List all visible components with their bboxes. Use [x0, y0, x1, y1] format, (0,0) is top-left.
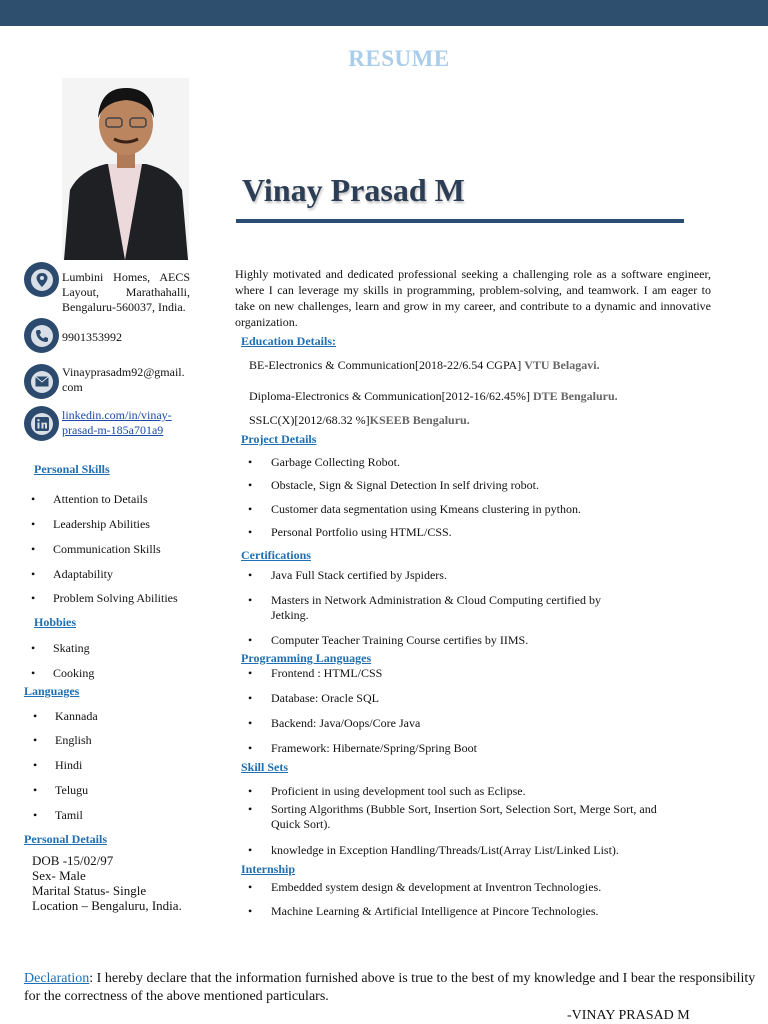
resume-title: RESUME — [348, 46, 450, 71]
internship-heading: Internship — [241, 862, 296, 876]
address-line: Layout, Marathahalli, — [62, 285, 190, 299]
projects-heading: Project Details — [241, 432, 317, 446]
declaration-label: Declaration — [24, 971, 90, 986]
personal-skill-item: • Attention to Details — [53, 492, 148, 507]
hobby-item: • Cooking — [53, 666, 94, 681]
email-icon — [24, 364, 59, 399]
email[interactable] — [62, 365, 185, 395]
languages-heading: Languages — [24, 684, 80, 698]
programming-item: • Database: Oracle SQL — [271, 691, 379, 706]
education-institution: VTU Belagavi. — [524, 358, 600, 372]
phone-number[interactable]: 9901353992 — [62, 330, 122, 344]
certification-item: • Computer Teacher Training Course certifies by IIMS. — [271, 633, 528, 648]
education-item — [249, 389, 618, 404]
hobby-item: • Skating — [53, 641, 90, 656]
education-institution: KSEEB Bengaluru. — [369, 413, 470, 427]
education-heading: Education Details: — [241, 334, 337, 348]
email-line: com — [62, 380, 83, 394]
language-item: • English — [55, 733, 92, 748]
education-degree: Diploma-Electronics & Communication[2012-16/62.45%] — [249, 389, 533, 403]
declaration — [24, 970, 762, 1006]
project-item: • Customer data segmentation using Kmeans clustering in python. — [271, 502, 581, 517]
linkedin-icon — [24, 406, 59, 441]
personal-skill-item: • Leadership Abilities — [53, 517, 150, 532]
project-item: • Garbage Collecting Robot. — [271, 455, 400, 470]
education-degree: SSLC(X)[2012/68.32 %] — [249, 413, 370, 427]
personal-skills-heading: Personal Skills — [34, 462, 110, 476]
education-item — [249, 413, 470, 428]
personal-detail-item: Sex- Male — [32, 868, 86, 883]
header-bar — [0, 0, 768, 26]
programming-heading: Programming Languages — [241, 651, 372, 665]
education-institution: DTE Bengaluru. — [532, 389, 618, 403]
address — [62, 270, 190, 315]
personal-skill-item: • Problem Solving Abilities — [53, 591, 178, 606]
signature: -VINAY PRASAD M — [567, 1008, 690, 1023]
project-item: • Obstacle, Sign & Signal Detection In self driving robot. — [271, 478, 539, 493]
location-icon — [24, 262, 59, 297]
declaration-text: : I hereby declare that the information furnished above is true to the best of my knowledge and I bear the responsibility for the correctness of the above mentioned particulars. — [24, 971, 756, 1004]
project-item: • Personal Portfolio using HTML/CSS. — [271, 525, 452, 540]
programming-item: • Backend: Java/Oops/Core Java — [271, 716, 420, 731]
linkedin-line: prasad-m-185a701a9 — [62, 423, 164, 437]
linkedin-line: linkedin.com/in/vinay- — [62, 408, 172, 422]
programming-item: • Framework: Hibernate/Spring/Spring Boot — [271, 741, 477, 756]
personal-detail-item: Location – Bengaluru, India. — [32, 898, 182, 913]
language-item: • Hindi — [55, 758, 82, 773]
certification-item: • Masters in Network Administration & Cloud Computing certified by Jetking. — [271, 593, 626, 623]
email-line: Vinayprasadm92@gmail. — [62, 365, 185, 379]
profile-photo — [62, 78, 189, 260]
phone-icon — [24, 318, 59, 353]
name-underline — [236, 219, 684, 223]
internship-item: • Embedded system design & development at Inventron Technologies. — [271, 880, 601, 895]
skill-set-item: • Proficient in using development tool such as Eclipse. — [271, 784, 526, 799]
address-line: Bengaluru-560037, India. — [62, 300, 186, 314]
linkedin-link[interactable] — [62, 408, 172, 438]
summary-paragraph: Highly motivated and dedicated professional seeking a challenging role as a software engineer, where I can leverage my skills in programming, problem-solving, and teamwork. I am eager to take on new challenges, learn and grow in my career, and contribute to a dynamic and innovative organization. — [235, 267, 711, 329]
personal-skill-item: • Communication Skills — [53, 542, 161, 557]
personal-detail-item: DOB -15/02/97 — [32, 853, 114, 868]
language-item: • Tamil — [55, 808, 83, 823]
hobbies-heading: Hobbies — [34, 615, 77, 629]
education-degree: BE-Electronics & Communication[2018-22/6.54 CGPA] — [249, 358, 525, 372]
skill-sets-heading: Skill Sets — [241, 760, 289, 774]
certification-item: • Java Full Stack certified by Jspiders. — [271, 568, 447, 583]
internship-item: • Machine Learning & Artificial Intelligence at Pincore Technologies. — [271, 904, 599, 919]
personal-detail-item: Marital Status- Single — [32, 883, 147, 898]
education-item — [249, 358, 600, 373]
candidate-name: Vinay Prasad M — [242, 172, 465, 208]
skill-set-item: • Sorting Algorithms (Bubble Sort, Insertion Sort, Selection Sort, Merge Sort, and Quick Sort). — [271, 802, 661, 832]
language-item: • Kannada — [55, 709, 98, 724]
certifications-heading: Certifications — [241, 548, 311, 562]
skill-set-item: • knowledge in Exception Handling/Threads/List(Array List/Linked List). — [271, 843, 619, 858]
address-line: Lumbini Homes, AECS — [62, 270, 190, 284]
personal-details — [32, 853, 182, 913]
programming-item: • Frontend : HTML/CSS — [271, 666, 382, 681]
language-item: • Telugu — [55, 783, 88, 798]
personal-skill-item: • Adaptability — [53, 567, 113, 582]
personal-details-heading: Personal Details — [24, 832, 107, 846]
